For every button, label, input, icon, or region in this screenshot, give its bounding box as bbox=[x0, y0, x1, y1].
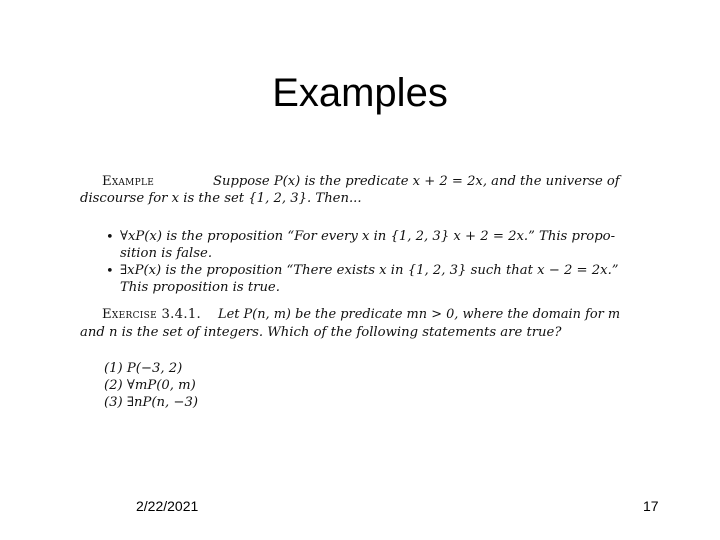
example-text-line-2: discourse for x is the set {1, 2, 3}. Then... bbox=[80, 191, 362, 206]
bullet-2-marker: • bbox=[106, 264, 114, 279]
textbook-excerpt bbox=[80, 168, 620, 418]
bullet-1-line-2: sition is false. bbox=[120, 246, 213, 261]
page-number: 17 bbox=[643, 498, 659, 514]
slide-title: Examples bbox=[272, 71, 448, 115]
bullet-2-line-2: This proposition is true. bbox=[120, 280, 280, 295]
example-heading: Example bbox=[102, 174, 155, 189]
exercise-heading: Exercise 3.4.1. bbox=[102, 307, 201, 322]
exercise-item-1: (1) P(−3, 2) bbox=[104, 361, 183, 376]
bullet-1-line-1: ∀xP(x) is the proposition “For every x in {1, 2, 3} x + 2 = 2x.” This propo- bbox=[120, 229, 616, 244]
footer-date: 2/22/2021 bbox=[136, 498, 199, 514]
exercise-item-2: (2) ∀mP(0, m) bbox=[104, 378, 196, 393]
bullet-1-marker: • bbox=[106, 230, 114, 245]
exercise-text-line-2: and n is the set of integers. Which of the following statements are true? bbox=[80, 325, 562, 340]
bullet-2-line-1: ∃xP(x) is the proposition “There exists x in {1, 2, 3} such that x − 2 = 2x.” bbox=[120, 263, 619, 278]
example-text-line-1: Suppose P(x) is the predicate x + 2 = 2x, and the universe of bbox=[213, 174, 620, 189]
exercise-text-line-1: Let P(n, m) be the predicate mn > 0, where the domain for m bbox=[218, 307, 621, 322]
exercise-item-3: (3) ∃nP(n, −3) bbox=[104, 395, 198, 410]
